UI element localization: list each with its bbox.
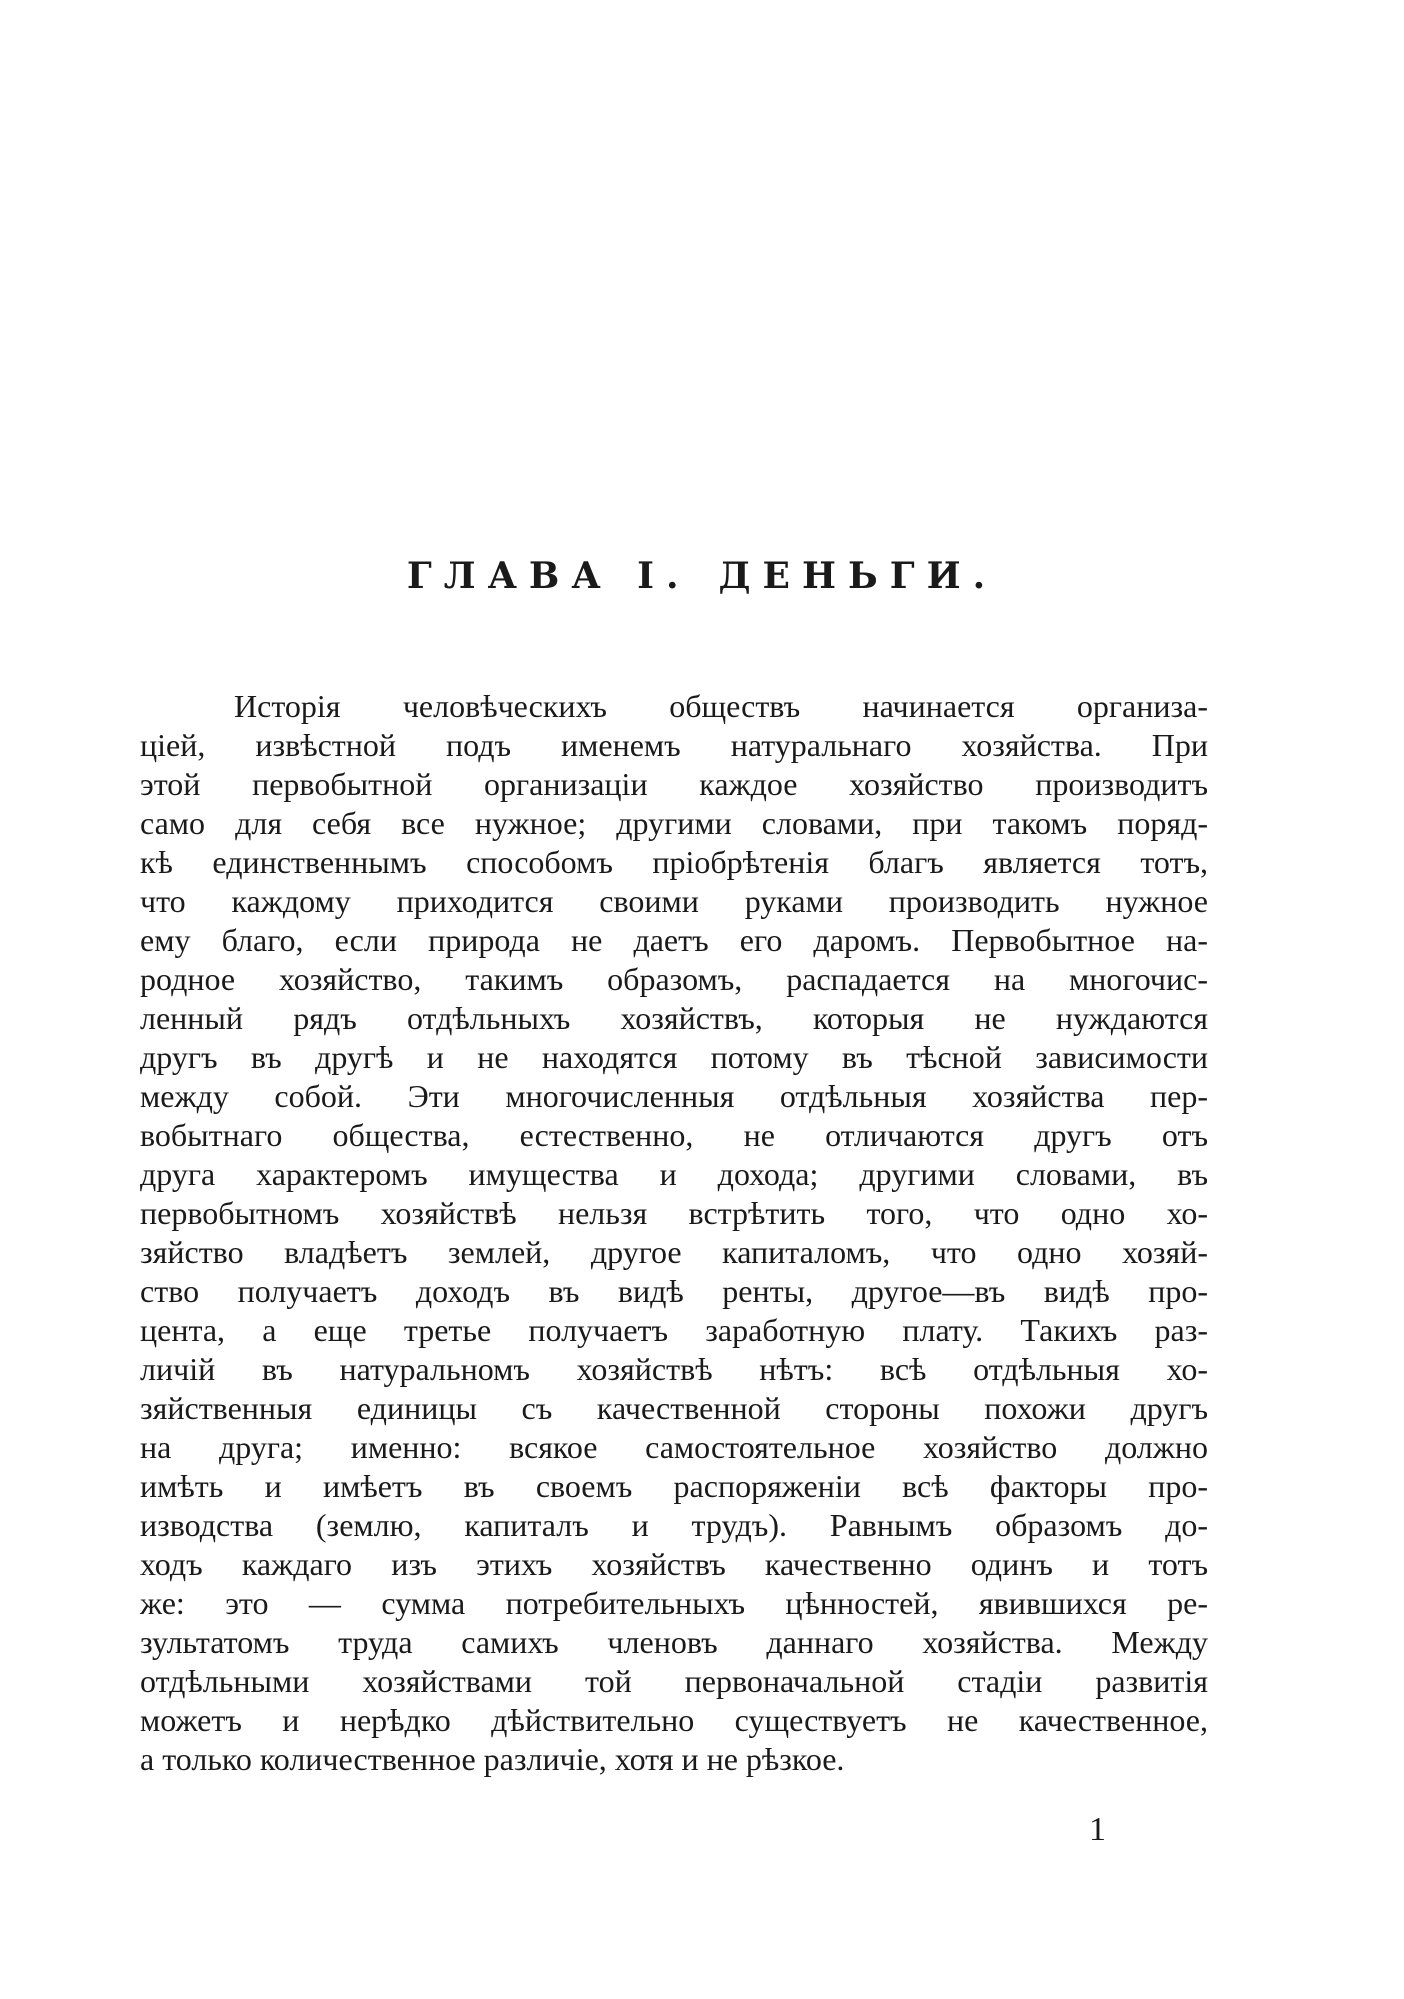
text-line: отдѣльными хозяйствами той первоначальной стадіи развитія [140,1663,1208,1699]
text-line: зультатомъ труда самихъ членовъ даннаго хозяйства. Между [140,1624,1208,1660]
page-number: 1 [1089,1811,1106,1848]
text-line: первобытномъ хозяйствѣ нельзя встрѣтить того, что одно хо- [140,1195,1208,1231]
text-line: что каждому приходится своими руками производить нужное [140,883,1208,919]
text-line: между собой. Эти многочисленныя отдѣльныя хозяйства пер- [140,1078,1208,1114]
text-line: ленный рядъ отдѣльныхъ хозяйствъ, которыя не нуждаются [140,1000,1208,1036]
chapter-heading [0,548,1404,604]
text-line: ходъ каждаго изъ этихъ хозяйствъ качественно одинъ и тотъ [140,1546,1208,1582]
text-line: само для себя все нужное; другими словами, при такомъ поряд- [140,805,1208,841]
text-line: этой первобытной организаціи каждое хозяйство производитъ [140,766,1208,802]
text-line: другъ въ другѣ и не находятся потому въ тѣсной зависимости [140,1039,1208,1075]
text-line: зяйственныя единицы съ качественной стороны похожи другъ [140,1390,1208,1426]
chapter-title: ДЕНЬГИ. [718,555,998,597]
text-line: цента, а еще третье получаетъ заработную плату. Такихъ раз- [140,1312,1208,1348]
text-line: Исторія человѣческихъ обществъ начинается организа- [234,688,1208,724]
text-line: кѣ единственнымъ способомъ пріобрѣтенія благъ является тотъ, [140,844,1208,880]
text-line: ство получаетъ доходъ въ видѣ ренты, другое—въ видѣ про- [140,1273,1208,1309]
text-line: можетъ и нерѣдко дѣйствительно существуетъ не качественное, [140,1702,1208,1738]
chapter-label: ГЛАВА I. [406,555,691,597]
text-line: вобытнаго общества, естественно, не отличаются другъ отъ [140,1117,1208,1153]
text-line: на друга; именно: всякое самостоятельное хозяйство должно [140,1429,1208,1465]
text-line: изводства (землю, капиталъ и трудъ). Равнымъ образомъ до- [140,1507,1208,1543]
text-line: ему благо, если природа не даетъ его даромъ. Первобытное на- [140,922,1208,958]
chapter-paragraph [140,687,1208,1779]
text-line: личій въ натуральномъ хозяйствѣ нѣтъ: всѣ отдѣльныя хо- [140,1351,1208,1387]
text-line: имѣть и имѣетъ въ своемъ распоряженіи всѣ факторы про- [140,1468,1208,1504]
text-line: друга характеромъ имущества и дохода; другими словами, въ [140,1156,1208,1192]
text-line: а только количественное различіе, хотя и не рѣзкое. [140,1741,845,1777]
text-line: ціей, извѣстной подъ именемъ натуральнаго хозяйства. При [140,727,1208,763]
text-line: родное хозяйство, такимъ образомъ, распадается на многочис- [140,961,1208,997]
text-line: зяйство владѣетъ землей, другое капиталомъ, что одно хозяй- [140,1234,1208,1270]
text-line: же: это — сумма потребительныхъ цѣнностей, явившихся ре- [140,1585,1208,1621]
